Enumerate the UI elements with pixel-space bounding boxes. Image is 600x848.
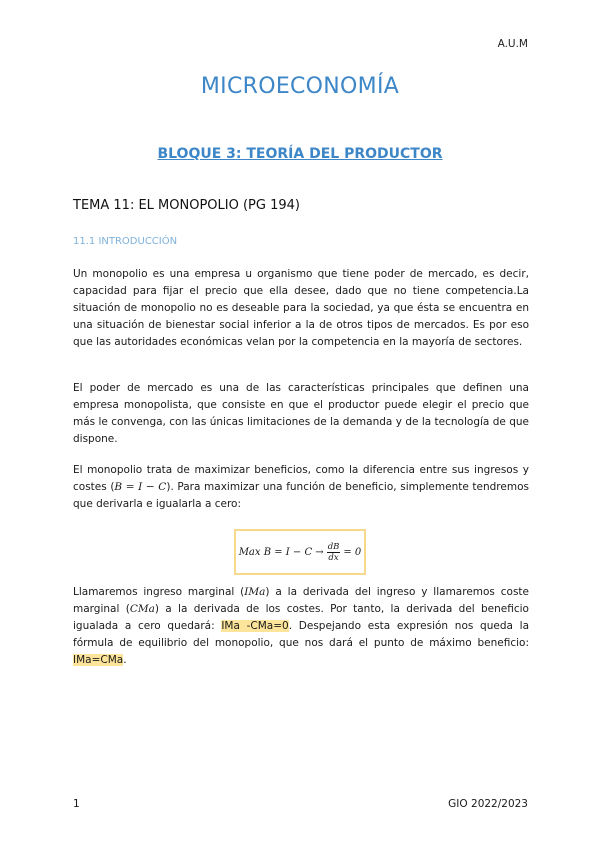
paragraph-text: ) a la derivada del ingreso y llamaremos coste marginal ( [73,586,529,615]
topic-title: TEMA 11: EL MONOPOLIO (PG 194) [73,198,300,213]
author-initials: A.U.M [497,38,528,50]
ima-symbol: IMa [244,586,266,598]
paragraph-maximize-profit [73,462,529,513]
paragraph-text: ). Para maximizar una función de beneficio, simplemente tendremos que derivarla e igualarla a cero: [73,481,529,510]
cma-symbol: CMa [129,603,155,615]
block-title: BLOQUE 3: TEORÍA DEL PRODUCTOR [157,146,443,162]
fraction-numerator: dB [327,541,340,552]
section-title: 11.1 INTRODUCCIÓN [73,236,178,247]
paragraph-text: . Despejando esta expresión nos queda la fórmula de equilibrio del monopolio, que nos dará el punto de máximo beneficio: [73,620,530,649]
highlight-equilibrium: IMa=CMa [73,654,124,666]
paragraph-text: El monopolio trata de maximizar beneficios, como la diferencia entre sus ingresos y costes ( [73,464,529,493]
page-number: 1 [73,798,80,810]
formula-lhs: Max B = I − C → [238,546,324,558]
paragraph-text: Llamaremos ingreso marginal ( [73,586,245,598]
fraction-denominator: dx [328,552,339,563]
highlight-derivative-zero: IMa -CMa=0 [221,620,289,632]
formula-rhs: = 0 [343,546,362,558]
paragraph-text: . [123,654,127,666]
formula-box [234,529,366,575]
profit-equation-inline: B = I − C [114,481,167,493]
derivative-fraction [327,542,341,563]
paragraph-text: ) a la derivada de los costes. Por tanto, la derivada del beneficio igualada a cero quedará: [73,603,529,632]
paragraph-definition: Un monopolio es una empresa u organismo que tiene poder de mercado, es decir, capacidad para fijar el precio que ella desee, dado que no tiene competencia.La situación de monopolio no es deseable para la sociedad, ya que ésta se encuentra en una situación de bienestar social inferior a la de otros tipos de mercados. Es por eso que las autoridades económicas velan por la competencia en la mayoría de sectores. [73,268,529,348]
paragraph-market-power: El poder de mercado es una de las características principales que definen una empresa monopolista, que consiste en que el productor puede elegir el precio que más le convenga, con las únicas limitaciones de la demanda y de la tecnología de que dispone. [73,382,529,445]
document-title: MICROECONOMÍA [200,74,400,99]
course-label: GIO 2022/2023 [448,798,528,810]
paragraph-marginal [73,584,529,669]
